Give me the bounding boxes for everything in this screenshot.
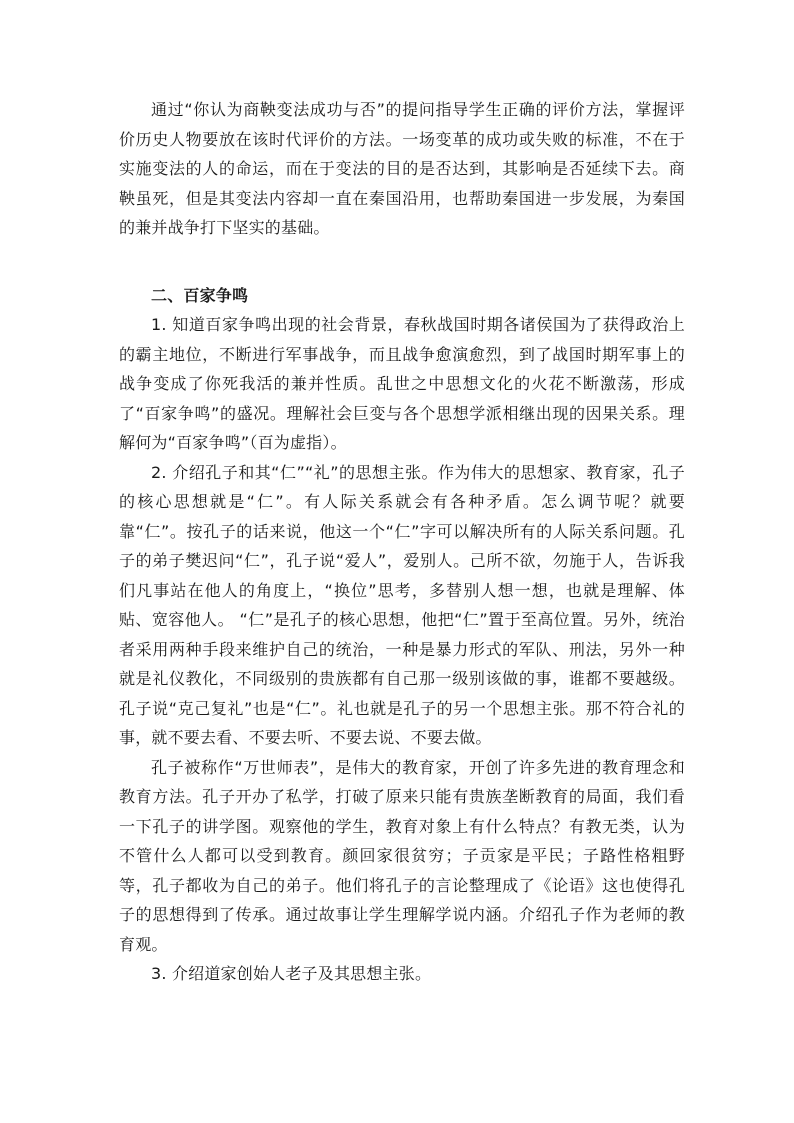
point-3-paragraph: 3. 介绍道家创始人老子及其思想主张。 bbox=[151, 964, 432, 983]
intro-paragraph: 通过“你认为商鞅变法成功与否”的提问指导学生正确的评价方法，掌握评价历史人物要放在该时代评价的方法。一场变革的成功或失败的标准，不在于实施变法的人的命运，而在于变法的目的是否达到，其影响是否延续下去。商鞅虽死，但是其变法内容却一直在秦国沿用，也帮助秦国进一步发展，为秦国的兼并战争打下坚实的基础。 bbox=[119, 100, 685, 237]
point-1-paragraph: 1. 知道百家争鸣出现的社会背景，春秋战国时期各诸侯国为了获得政治上的霸主地位，不断进行军事战争，而且战争愈演愈烈，到了战国时期军事上的战争变成了你死我活的兼并性质。乱世之中思想文化的火花不断激荡，形成了“百家争鸣”的盛况。理解社会巨变与各个思想学派相继出现的因果关系。理解何为“百家争鸣”（百为虚指）。 bbox=[119, 315, 685, 452]
document-body bbox=[119, 95, 685, 989]
point-2-continued-paragraph: 孔子被称作“万世师表”，是伟大的教育家，开创了许多先进的教育理念和教育方法。孔子开办了私学，打破了原来只能有贵族垄断教育的局面，我们看一下孔子的讲学图。观察他的学生，教育对象上有什么特点？有教无类，认为不管什么人都可以受到教育。颜回家很贫穷；子贡家是平民；子路性格粗野等，孔子都收为自己的弟子。他们将孔子的言论整理成了《论语》这也使得孔子的思想得到了传承。通过故事让学生理解学说内涵。介绍孔子作为老师的教育观。 bbox=[119, 757, 685, 954]
point-2-paragraph: 2. 介绍孔子和其“仁”“礼”的思想主张。作为伟大的思想家、教育家，孔子的核心思想就是“仁”。有人际关系就会有各种矛盾。怎么调节呢？就要靠“仁”。按孔子的话来说，他这一个“仁”字可以解决所有的人际关系问题。孔子的弟子樊迟问“仁”，孔子说“爱人”，爱别人。己所不欲，勿施于人，告诉我们凡事站在他人的角度上，“换位”思考，多替别人想一想，也就是理解、体贴、宽容他人。 “仁”是孔子的核心思想，他把“仁”置于至高位置。另外，统治者采用两种手段来维护自己的统治，一种是暴力形式的军队、刑法，另外一种就是礼仪教化，不同级别的贵族都有自己那一级别该做的事，谁都不要越级。孔子说“克己复礼”也是“仁”。礼也就是孔子的另一个思想主张。那不符合礼的事，就不要去看、不要去听、不要去说、不要去做。 bbox=[119, 462, 685, 747]
section-heading: 二、百家争鸣 bbox=[151, 285, 249, 305]
